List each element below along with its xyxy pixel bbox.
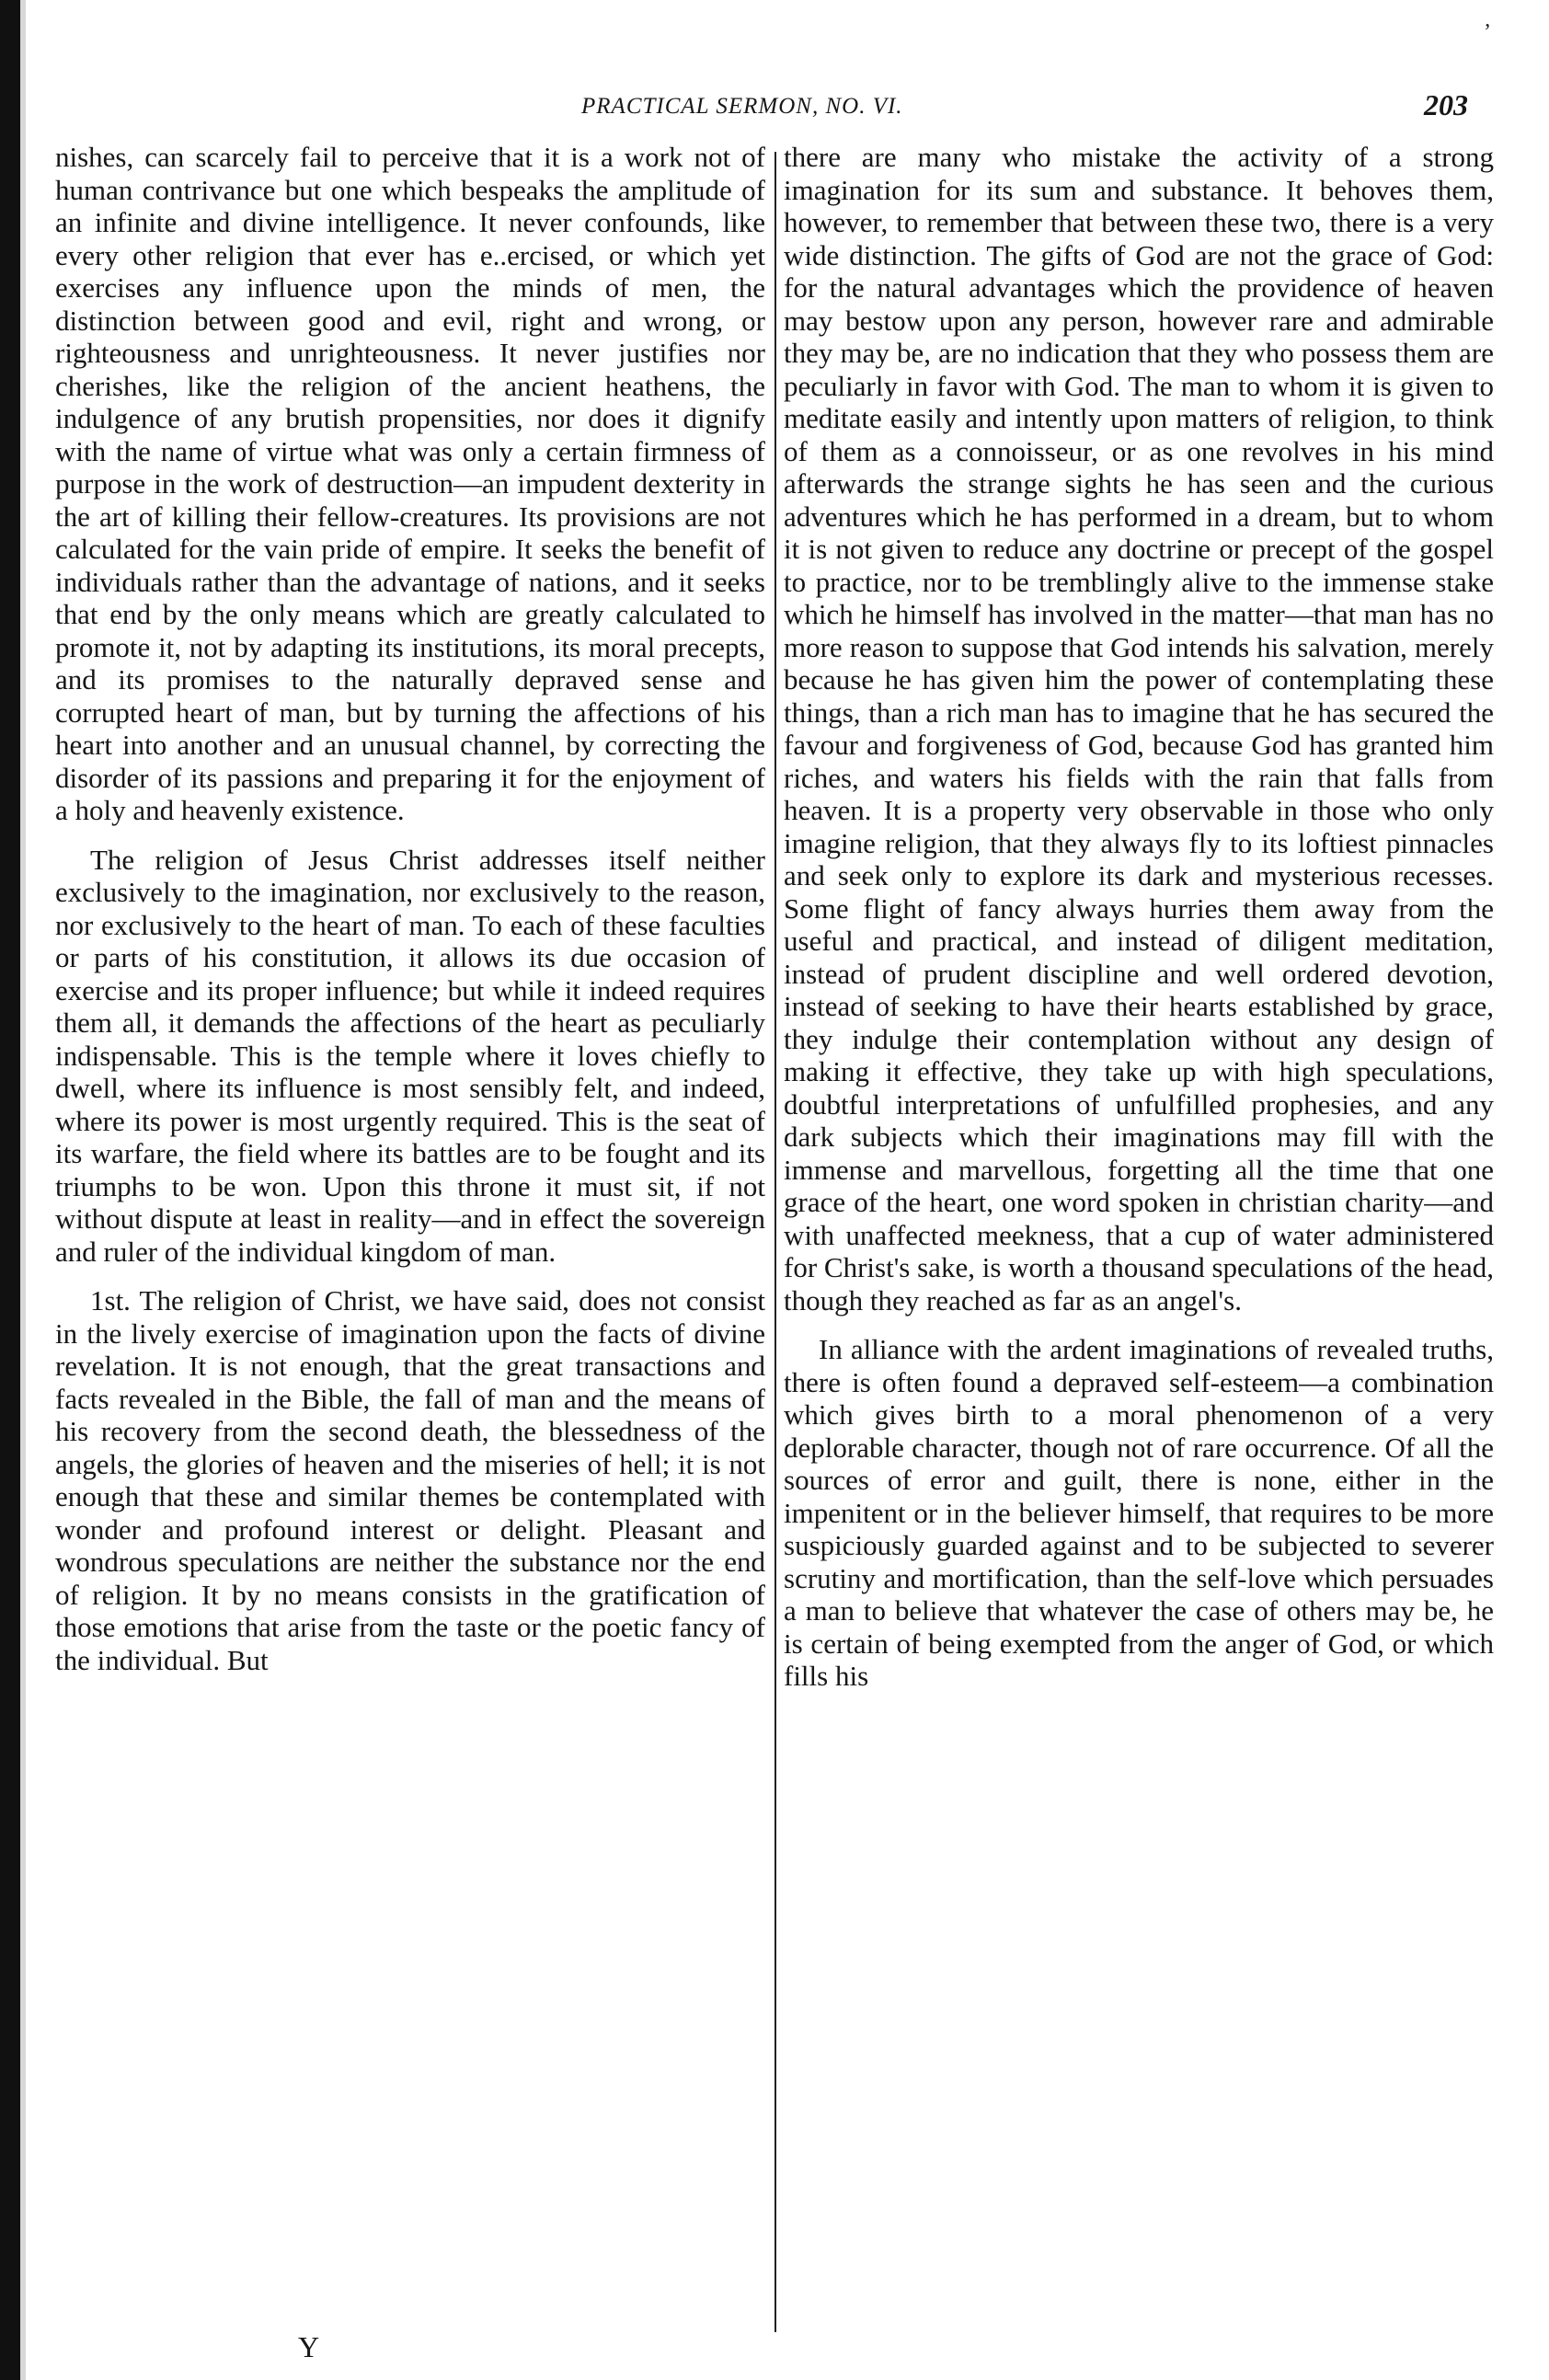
left-paragraph-3: 1st. The religion of Christ, we have said, does not consist in the lively exercise of imagination upon the facts of divine revelation. It is not enough, that the great transactions and facts revealed in the Bible, the fall of man and the means of his recovery from the second death, the blessedness of the angels, the glories of heaven and the miseries of hell; it is not enough that these and similar themes be contemplated with wonder and profound interest or delight. Pleasant and wondrous speculations are neither the substance nor the end of religion. It by no means consists in the gratification of those emotions that arise from the taste or the poetic fancy of the individual. But	[55, 1284, 765, 1676]
binding-shadow	[20, 0, 26, 2380]
right-paragraph-2: In alliance with the ardent imaginations of revealed truths, there is often found a depraved self-esteem—a combination which gives birth to a moral phenomenon of a very deplorable character, though not of rare occurrence. Of all the sources of error and guilt, there is none, either in the impenitent or in the believer himself, that requires to be more suspiciously guarded against and to be subjected to severer scrutiny and mortification, than the self-love which persuades a man to believe that whatever the case of others may be, he is certain of being exempted from the anger of God, or which fills his	[784, 1333, 1494, 1692]
left-column	[55, 141, 765, 1676]
left-paragraph-2: The religion of Jesus Christ addresses itself neither exclusively to the imagination, nor exclusively to the reason, nor exclusively to the heart of man. To each of these faculties or parts of his constitution, it allows its due occasion of exercise and its proper influence; but while it indeed requires them all, it demands the affections of the heart as peculiarly indispensable. This is the temple where it loves chiefly to dwell, where its influence is most sensibly felt, and indeed, where its power is most urgently required. This is the seat of its warfare, the field where its battles are to be fought and its triumphs to be won. Upon this throne it must sit, if not without dispute at least in reality—and in effect the sovereign and ruler of the individual kingdom of man.	[55, 843, 765, 1268]
running-head: PRACTICAL SERMON, NO. VI.	[581, 94, 903, 119]
left-paragraph-1: nishes, can scarcely fail to perceive that it is a work not of human contrivance but one which bespeaks the amplitude of an infinite and divine intelligence. It never confounds, like every other religion that ever has e..ercised, or which yet exercises any influence upon the minds of men, the distinction between good and evil, right and wrong, or righteousness and unrighteousness. It never justifies nor cherishes, like the religion of the ancient heathens, the indulgence of any brutish propensities, nor does it dignify with the name of virtue what was only a certain firmness of purpose in the work of destruction—an impudent dexterity in the art of killing their fellow-creatures. Its provisions are not calculated for the vain pride of empire. It seeks the benefit of individuals rather than the advantage of nations, and it seeks that end by the only means which are greatly calculated to promote it, not by adapting its institutions, its moral precepts, and its promises to the naturally depraved sense and corrupted heart of man, but by turning the affections of his heart into another and an unusual channel, by correcting the disorder of its passions and preparing it for the enjoyment of a holy and heavenly existence.	[55, 141, 765, 826]
signature-mark: Y	[298, 2330, 320, 2363]
column-divider	[774, 152, 776, 2332]
right-column	[784, 141, 1494, 1693]
corner-mark: ’	[1484, 20, 1491, 44]
right-paragraph-1: there are many who mistake the activity of a strong imagination for its sum and substance. It behoves them, however, to remember that between these two, there is a very wide distinction. The gifts of God are not the grace of God: for the natural advantages which the providence of heaven may bestow upon any person, however rare and admirable they may be, are no indication that they who possess them are peculiarly in favor with God. The man to whom it is given to meditate easily and intently upon matters of religion, to think of them as a connoisseur, or as one revolves in his mind afterwards the strange sights he has seen and the curious adventures which he has performed in a dream, but to whom it is not given to reduce any doctrine or precept of the gospel to practice, nor to be tremblingly alive to the immense stake which he himself has involved in the matter—that man has no more reason to suppose that God intends his salvation, merely because he has given him the power of contemplating these things, than a rich man has to imagine that he has secured the favour and forgiveness of God, because God has granted him riches, and waters his fields with the rain that falls from heaven. It is a property very observable in those who only imagine religion, that they always fly to its loftiest pinnacles and seek only to explore its dark and mysterious recesses. Some flight of fancy always hurries them away from the useful and practical, and instead of diligent meditation, instead of prudent discipline and well ordered devotion, instead of seeking to have their hearts established by grace, they indulge their contemplation without any design of making it effective, they take up with high speculations, doubtful interpretations of unfulfilled prophesies, and any dark subjects which their imaginations may fill with the immense and marvellous, forgetting all the time that one grace of the heart, one word spoken in christian charity—and with unaffected meekness, that a cup of water administered for Christ's sake, is worth a thousand speculations of the head, though they reached as far as an angel's.	[784, 141, 1494, 1316]
binding-edge	[0, 0, 20, 2380]
page-number: 203	[1424, 88, 1468, 121]
